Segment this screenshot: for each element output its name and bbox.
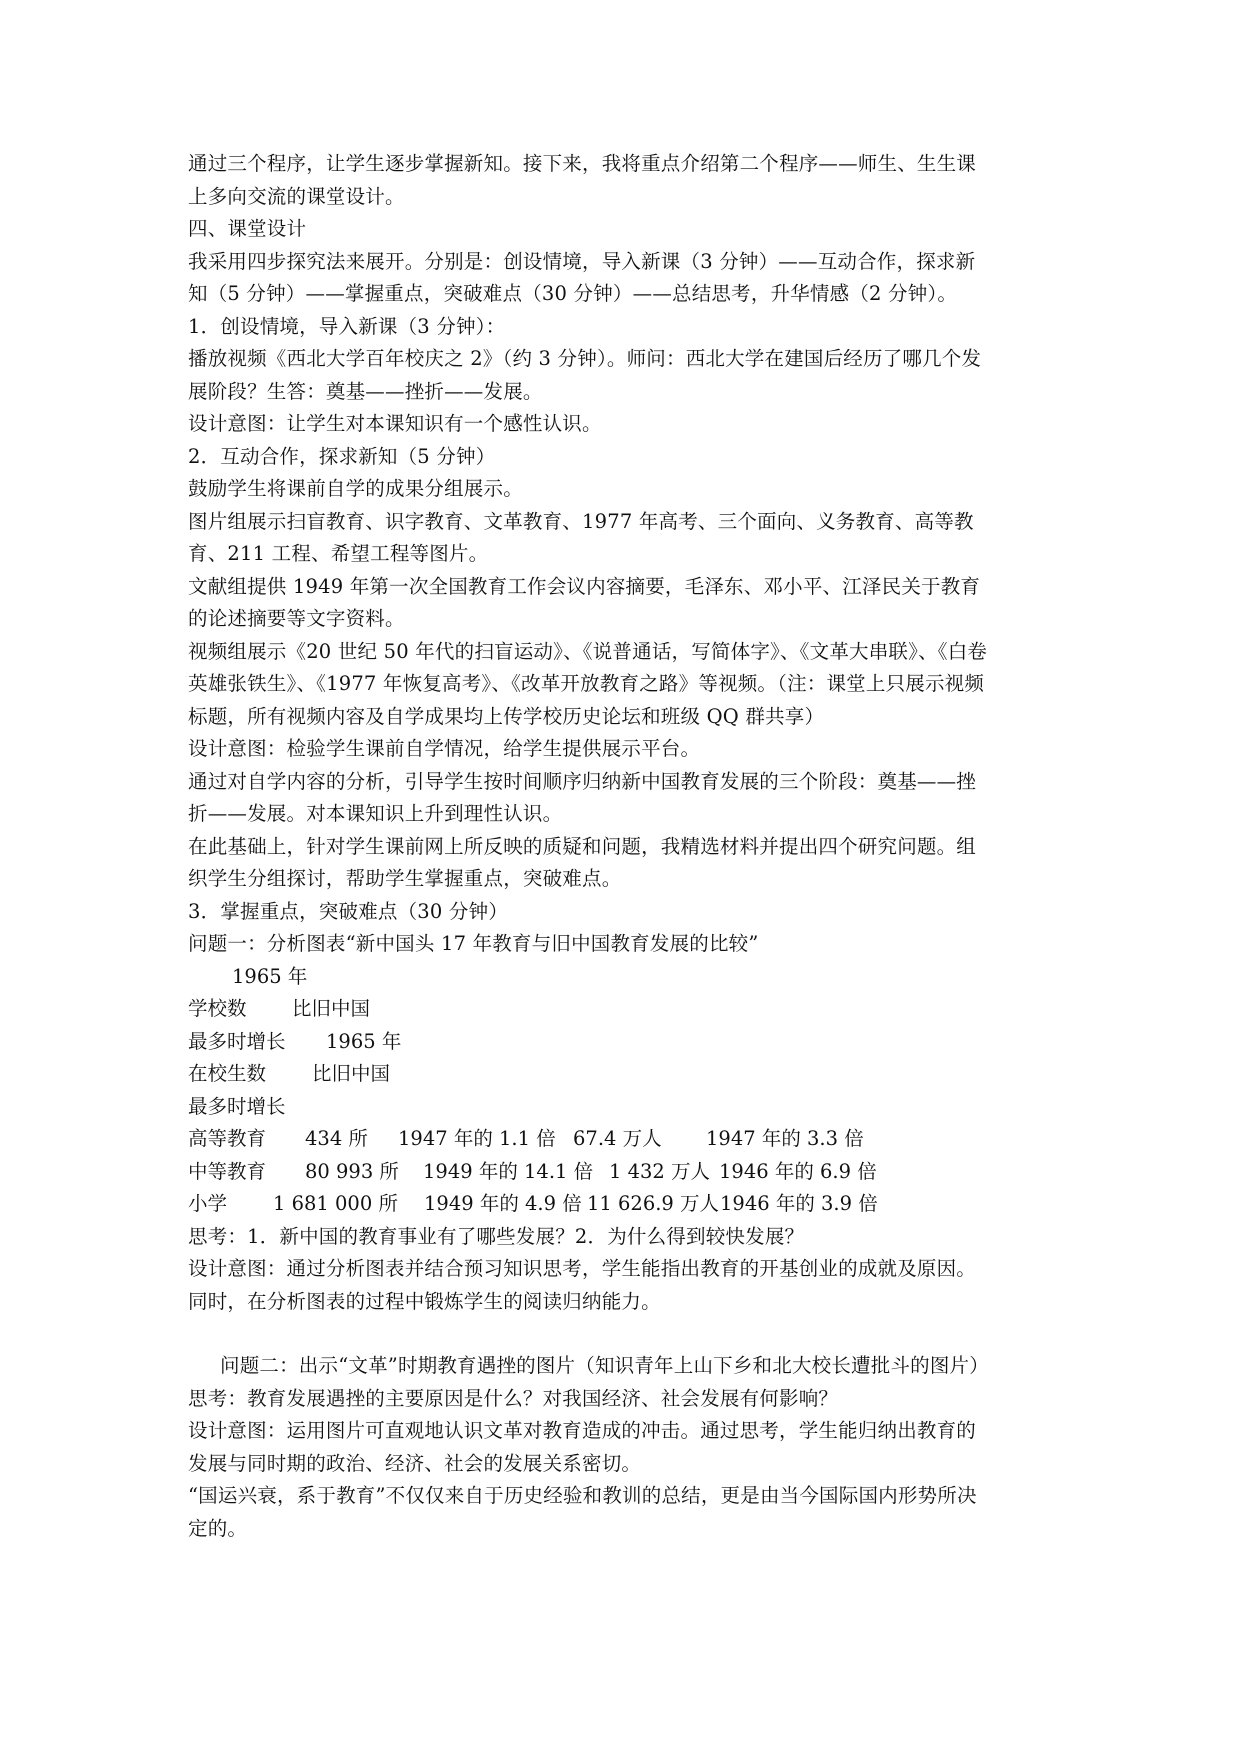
comparison-table [188, 961, 1058, 1221]
paragraphs-top [188, 148, 1058, 961]
table-row [188, 1123, 1058, 1156]
table-cell: 中等教育 [188, 1159, 267, 1183]
text-line: 育、211 工程、希望工程等图片。 [188, 542, 489, 565]
text-line: 英雄张铁生》、《1977 年恢复高考》、《改革开放教育之路》等视频。（注：课堂上只展示视频 [188, 672, 985, 695]
section-heading: 四、课堂设计 [188, 217, 307, 240]
text-line: 设计意图：让学生对本课知识有一个感性认识。 [188, 412, 602, 435]
text-line: “国运兴衰，系于教育”不仅仅来自于历史经验和教训的总结，更是由当今国际国内形势所决 [188, 1484, 977, 1507]
table-cell: 1946 年的 3.9 倍 [720, 1192, 878, 1215]
table-header-row [188, 993, 1058, 1026]
text-line: 标题，所有视频内容及自学成果均上传学校历史论坛和班级 QQ 群共享） [188, 704, 825, 728]
text-line: 鼓励学生将课前自学的成果分组展示。 [188, 477, 523, 500]
step-heading: 2．互动合作，探求新知（5 分钟） [188, 444, 496, 468]
table-header-cell: 比旧中国 [312, 1062, 391, 1085]
text-line: 织学生分组探讨，帮助学生掌握重点，突破难点。 [188, 867, 622, 890]
table-header-cell: 比旧中国 [292, 997, 371, 1020]
text-line: 思考：教育发展遇挫的主要原因是什么？对我国经济、社会发展有何影响？ [188, 1386, 839, 1410]
text-line: 设计意图：通过分析图表并结合预习知识思考，学生能指出教育的开基创业的成就及原因。 [188, 1257, 977, 1280]
text-line: 在此基础上，针对学生课前网上所反映的质疑和问题，我精选材料并提出四个研究问题。组 [188, 834, 977, 858]
table-cell: 1947 年的 1.1 倍 [398, 1127, 556, 1150]
text-line: 的论述摘要等文字资料。 [188, 607, 405, 630]
table-header-cell: 在校生数 [188, 1062, 267, 1085]
step-heading: 3．掌握重点，突破难点（30 分钟） [188, 899, 509, 923]
table-cell: 1 432 万人 [609, 1159, 711, 1183]
text-line: 文献组提供 1949 年第一次全国教育工作会议内容摘要，毛泽东、邓小平、江泽民关于教育 [188, 574, 981, 598]
table-header-row [188, 1026, 1058, 1059]
table-cell: 1949 年的 14.1 倍 [423, 1159, 594, 1183]
text-line: 知（5 分钟）——掌握重点，突破难点（30 分钟）——总结思考，升华情感（2 分钟）。 [188, 282, 958, 305]
table-cell: 1949 年的 4.9 倍 [424, 1192, 582, 1215]
text-line: 展阶段？生答：奠基——挫折——发展。 [188, 379, 543, 403]
text-line: 问题二：出示“文革”时期教育遇挫的图片（知识青年上山下乡和北大校长遭批斗的图片） [220, 1354, 989, 1377]
table-cell: 11 626.9 万人 [587, 1192, 720, 1215]
table-header-cell: 学校数 [188, 997, 247, 1020]
text-line: 我采用四步探究法来展开。分别是：创设情境，导入新课（3 分钟）——互动合作，探求新 [188, 249, 976, 273]
table-cell: 434 所 [305, 1127, 368, 1150]
text-line: 设计意图：运用图片可直观地认识文革对教育造成的冲击。通过思考，学生能归纳出教育的 [188, 1419, 977, 1442]
paragraphs-mid [188, 1221, 1058, 1319]
table-header-row [188, 1058, 1058, 1091]
table-cell: 1947 年的 3.3 倍 [706, 1127, 864, 1150]
table-header-cell: 最多时增长 [188, 1029, 286, 1053]
table-header-row [188, 1091, 1058, 1124]
table-row [188, 1188, 1058, 1221]
text-line: 设计意图：检验学生课前自学情况，给学生提供展示平台。 [188, 737, 701, 760]
text-line: 同时，在分析图表的过程中锻炼学生的阅读归纳能力。 [188, 1289, 661, 1313]
text-line: 折——发展。对本课知识上升到理性认识。 [188, 802, 563, 825]
table-header-cell: 1965 年 [232, 964, 308, 988]
document-body [188, 148, 1058, 1545]
paragraphs-bottom [188, 1350, 1058, 1545]
table-cell: 高等教育 [188, 1127, 267, 1150]
text-line: 问题一：分析图表“新中国头 17 年教育与旧中国教育发展的比较” [188, 932, 759, 955]
text-line: 通过三个程序，让学生逐步掌握新知。接下来，我将重点介绍第二个程序——师生、生生课 [188, 152, 977, 175]
table-cell: 小学 [188, 1192, 228, 1215]
text-line: 上多向交流的课堂设计。 [188, 184, 405, 208]
table-cell: 1946 年的 6.9 倍 [719, 1159, 877, 1183]
step-heading: 1．创设情境，导入新课（3 分钟）： [188, 314, 506, 338]
table-cell: 80 993 所 [305, 1159, 399, 1183]
blank-line [188, 1318, 1058, 1350]
table-header-row [188, 961, 1058, 994]
table-cell: 67.4 万人 [573, 1127, 662, 1150]
table-row [188, 1156, 1058, 1189]
text-line: 图片组展示扫盲教育、识字教育、文革教育、1977 年高考、三个面向、义务教育、高等教 [188, 509, 974, 533]
table-cell: 1 681 000 所 [273, 1192, 398, 1215]
table-header-cell: 1965 年 [326, 1029, 402, 1053]
text-line: 视频组展示《20 世纪 50 年代的扫盲运动》、《说普通话，写简体字》、《文革大串联》、《白卷 [188, 639, 988, 663]
text-line: 播放视频《西北大学百年校庆之 2》（约 3 分钟）。师问：西北大学在建国后经历了哪几个发 [188, 347, 982, 370]
text-line: 发展与同时期的政治、经济、社会的发展关系密切。 [188, 1451, 642, 1475]
text-line: 通过对自学内容的分析，引导学生按时间顺序归纳新中国教育发展的三个阶段：奠基——挫 [188, 769, 977, 793]
text-line: 定的。 [188, 1516, 248, 1540]
table-header-cell: 最多时增长 [188, 1094, 286, 1118]
text-line: 思考：1．新中国的教育事业有了哪些发展？2．为什么得到较快发展？ [188, 1224, 805, 1248]
